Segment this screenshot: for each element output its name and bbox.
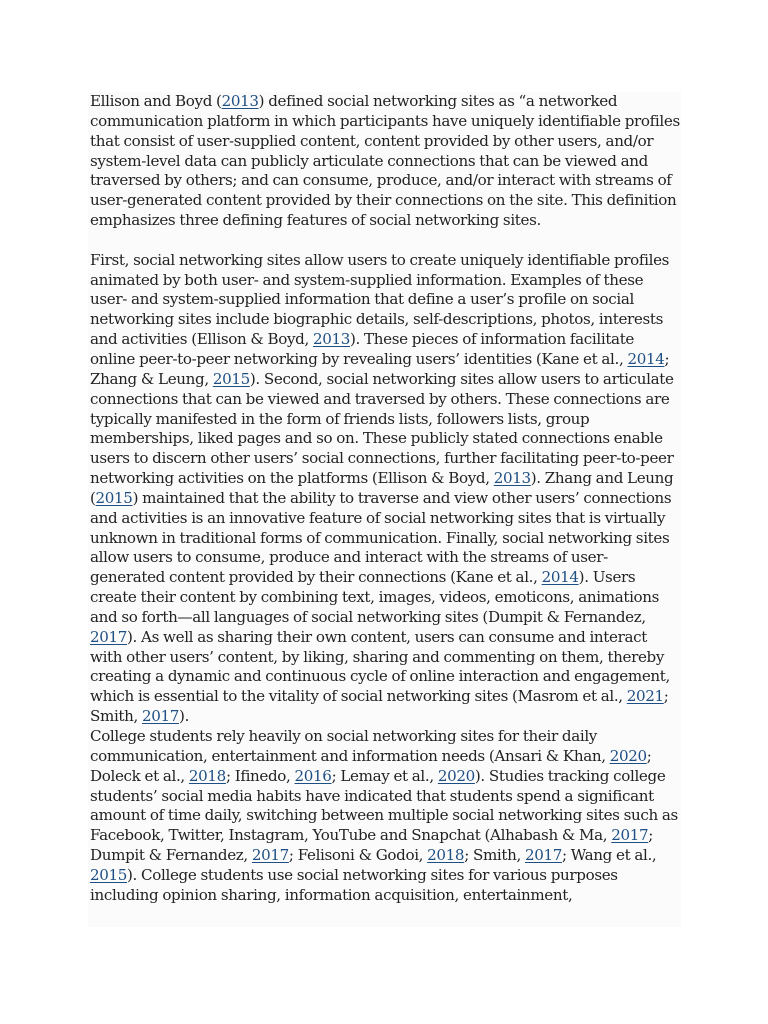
text-run: ). College students use social networking sites for various purposes including opinion sharing, information acquisition, entertainment, xyxy=(90,865,618,904)
text-run: ; Lemay et al., xyxy=(331,766,438,785)
citation-year-link[interactable]: 2015 xyxy=(90,865,128,884)
text-run: ; Smith, xyxy=(90,687,669,726)
document-page xyxy=(88,92,681,927)
citation-year-link[interactable]: 2014 xyxy=(541,568,579,587)
text-run: ). Studies tracking college students’ social media habits have indicated that students spend a significant amount of time daily, switching between multiple social networking sites such as Facebook, Twitter, Instagram, YouTube and Snapchat (Alhabash & Ma, xyxy=(90,766,678,845)
citation-year-link[interactable]: 2020 xyxy=(609,746,647,765)
citation-year-link[interactable]: 2017 xyxy=(142,707,180,726)
citation-year-link[interactable]: 2015 xyxy=(212,369,250,388)
citation-year-link[interactable]: 2016 xyxy=(294,766,332,785)
citation-year-link[interactable]: 2013 xyxy=(493,469,531,488)
citation-year-link[interactable]: 2017 xyxy=(90,627,128,646)
citation-year-link[interactable]: 2017 xyxy=(524,846,562,865)
text-run: ). Second, social networking sites allow users to articulate connections that can be viewed and traversed by others. These connections are typically manifested in the form of friends lists, followers lists, group memberships, liked pages and so on. These publicly stated connections enable users to discern other users’ social connections, further facilitating peer-to-peer networking activities on the platforms (Ellison & Boyd, xyxy=(90,369,674,488)
citation-year-link[interactable]: 2015 xyxy=(95,488,133,507)
citation-year-link[interactable]: 2017 xyxy=(611,826,649,845)
text-run: ; Zhang & Leung, xyxy=(90,349,670,388)
citation-year-link[interactable]: 2013 xyxy=(313,330,351,349)
text-run: ) maintained that the ability to traverse and view other users’ connections and activities is an innovative feature of social networking sites that is virtually unknown in traditional forms of communication. Finally, social networking sites allow users to consume, produce and interact with the streams of user-generated content provided by their connections (Kane et al., xyxy=(90,488,672,587)
citation-year-link[interactable]: 2020 xyxy=(437,766,475,785)
text-run: ; Doleck et al., xyxy=(90,746,652,785)
citation-year-link[interactable]: 2013 xyxy=(221,92,259,110)
text-run: College students rely heavily on social networking sites for their daily communication, entertainment and information needs (Ansari & Khan, xyxy=(90,727,610,765)
article-body xyxy=(90,92,680,906)
text-run: ) defined social networking sites as “a networked communication platform in which participants have uniquely identifiable profiles that consist of user-supplied content, content provided by other users, and/or system-level data can publicly articulate connections that can be viewed and traversed by others; and can consume, produce, and/or interact with streams of user-generated content provided by their connections on the site. This definition emphasizes three defining features of social networking sites. xyxy=(90,92,680,230)
text-run: ). Zhang and Leung ( xyxy=(90,469,674,507)
paragraph-definition xyxy=(90,92,680,231)
citation-year-link[interactable]: 2021 xyxy=(626,687,664,706)
text-run: ; Smith, xyxy=(464,846,525,865)
text-run: ). Users create their content by combining text, images, videos, emoticons, animations and so forth—all languages of social networking sites (Dumpit & Fernandez, xyxy=(90,568,660,626)
paragraph-features xyxy=(90,251,680,727)
text-run: ; Ifinedo, xyxy=(225,766,295,785)
text-run: ). xyxy=(179,707,190,726)
citation-year-link[interactable]: 2017 xyxy=(251,846,289,865)
citation-year-link[interactable]: 2018 xyxy=(188,766,226,785)
text-run: ; Dumpit & Fernandez, xyxy=(90,826,654,865)
text-run: ; Wang et al., xyxy=(562,846,657,865)
text-run: ). These pieces of information facilitate online peer-to-peer networking by revealing users’ identities (Kane et al., xyxy=(90,330,635,368)
text-run: First, social networking sites allow users to create uniquely identifiable profiles animated by both user- and system-supplied information. Examples of these user- and system-supplied information that define a user’s profile on social networking sites include biographic details, self-descriptions, photos, interests and activities (Ellison & Boyd, xyxy=(90,250,670,349)
citation-year-link[interactable]: 2018 xyxy=(427,846,465,865)
text-run: Ellison and Boyd ( xyxy=(90,92,222,110)
text-run: ; Felisoni & Godoi, xyxy=(288,846,428,865)
citation-year-link[interactable]: 2014 xyxy=(627,349,665,368)
text-run: ). As well as sharing their own content, users can consume and interact with other users’ content, by liking, sharing and commenting on them, thereby creating a dynamic and continuous cycle of online interaction and engagement, which is essential to the vitality of social networking sites (Masrom et al., xyxy=(90,627,670,706)
paragraph-students xyxy=(90,727,680,906)
